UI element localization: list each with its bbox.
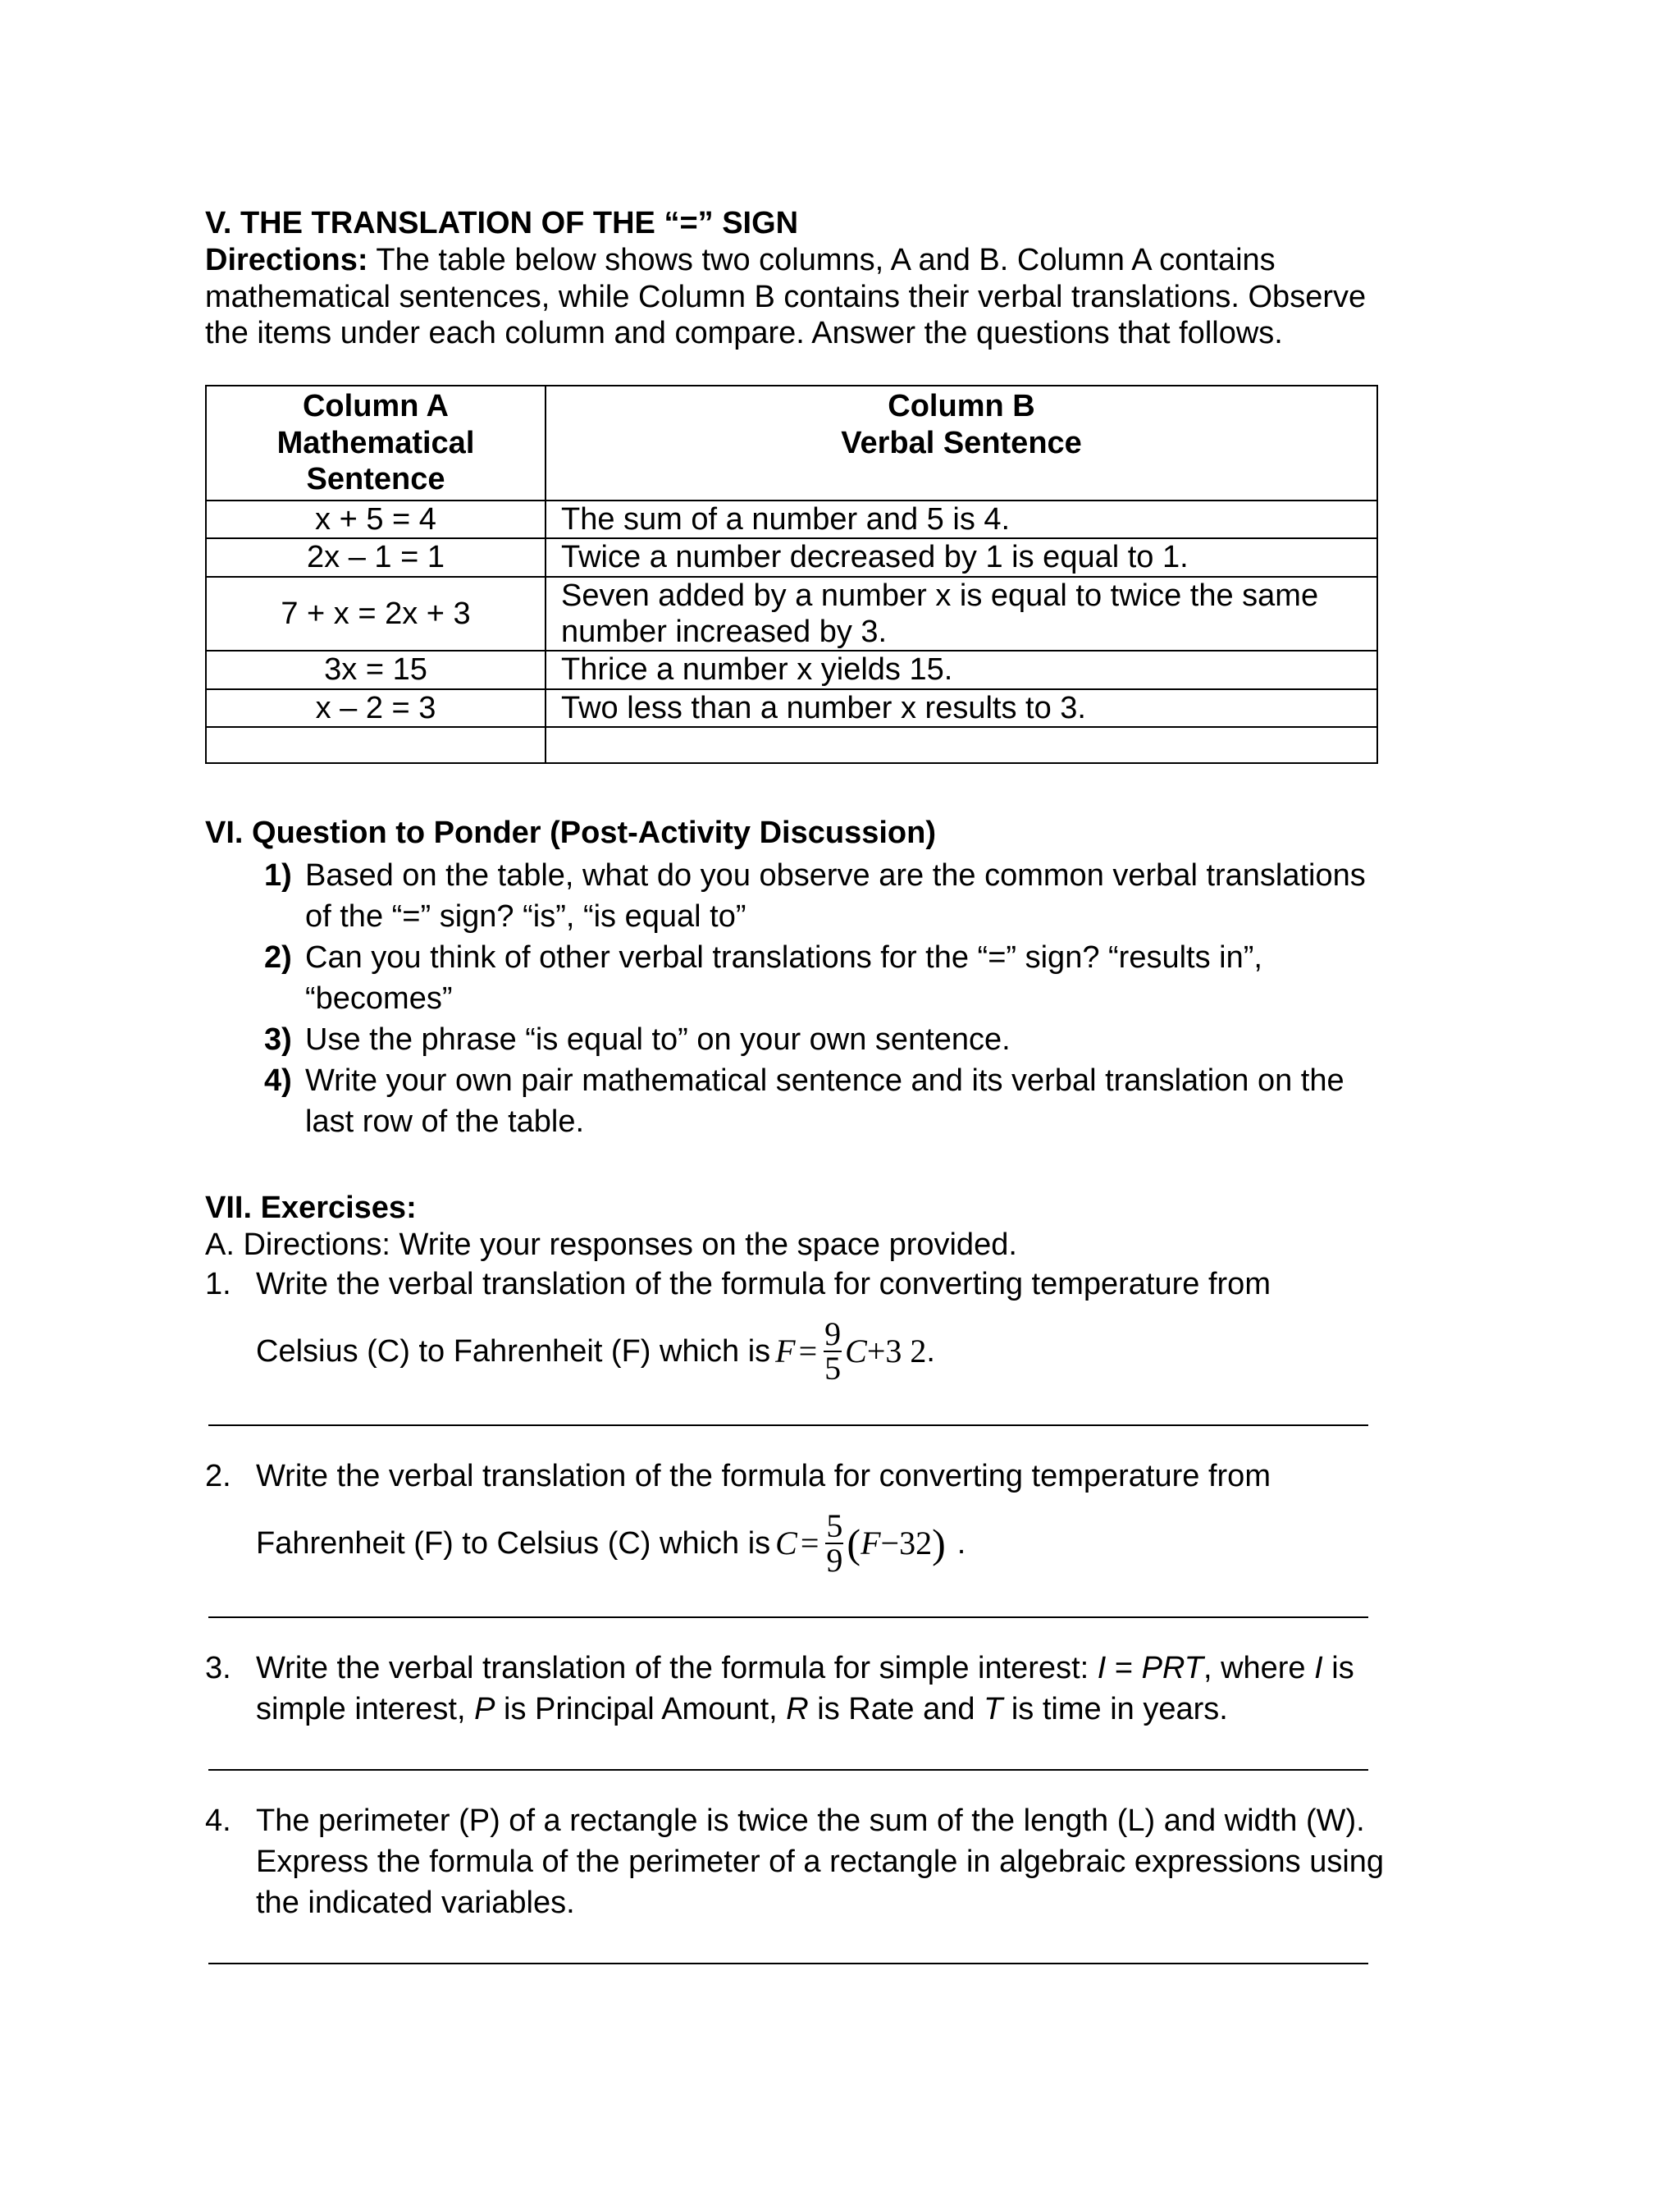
table-row [206,577,1377,652]
question-list [205,855,1386,1142]
section-7 [205,1190,1386,1964]
translation-table [205,385,1378,764]
answer-line[interactable] [208,1423,1368,1426]
fraction-5-9: $\frac{5}{9}$ [826,1506,843,1579]
question-text: Based on the table, what do you observe are the common verbal translations of the “=” sign? “is”, “is equal to” [305,858,1366,935]
section-7-title: VII. Exercises: [205,1191,417,1226]
question-number: 3) [264,1022,292,1058]
answer-line[interactable] [208,1767,1368,1771]
table-header-row [206,386,1377,500]
exercise-text: Write the verbal translation of the formula for simple interest: I = PRT, where I is simple interest, P is Principal Amount, R is Rate and T is time in years. [256,1650,1354,1726]
fraction-9-5: $\frac{9}{5}$ [824,1314,842,1387]
table-row [206,501,1377,538]
exercise-4 [205,1800,1386,1923]
question-number: 2) [264,940,292,976]
exercise-text: Fahrenheit (F) to Celsius (C) which is [256,1525,771,1561]
table-row [206,651,1377,688]
directions-label: Directions: [205,242,368,277]
math-sentence-cell: x + 5 = 4 [206,501,546,538]
exercise-formula-line [256,1506,1386,1579]
exercise-3 [205,1648,1386,1730]
verbal-sentence-cell: The sum of a number and 5 is 4. [546,501,1377,538]
answer-line[interactable] [208,1961,1368,1964]
list-item [205,1060,1386,1142]
math-sentence-cell: 3x = 15 [206,651,546,688]
exercise-text: Celsius (C) to Fahrenheit (F) which is [256,1333,771,1369]
blank-math-cell[interactable] [206,727,546,763]
table-row [206,538,1377,576]
section-7-directions: A. Directions: Write your responses on the space provided. [205,1228,1017,1263]
question-text: Write your own pair mathematical sentence and its verbal translation on the last row of the table. [305,1063,1344,1140]
exercise-number: 2. [205,1458,231,1493]
answer-line[interactable] [208,1615,1368,1618]
list-item [205,937,1386,1019]
list-item [205,855,1386,937]
section-6 [205,815,1386,1142]
verbal-sentence-cell: Seven added by a number x is equal to twice the same number increased by 3. [546,577,1377,652]
exercise-number: 3. [205,1650,231,1685]
exercise-2 [205,1456,1386,1579]
section-5-title: V. THE TRANSLATION OF THE “=” SIGN [205,206,799,240]
exercise-text: Write the verbal translation of the formula for converting temperature from [256,1458,1271,1493]
section-6-title: VI. Question to Ponder (Post-Activity Discussion) [205,816,936,851]
fahrenheit-formula: F = $\frac{9}{5}$ C +3 2 . [775,1314,935,1387]
section-5-directions [205,242,1386,352]
verbal-sentence-cell: Twice a number decreased by 1 is equal to 1. [546,538,1377,576]
math-sentence-cell: 7 + x = 2x + 3 [206,577,546,652]
directions-text: The table below shows two columns, A and B. Column A contains mathematical sentences, while Column B contains their verbal translations. Observe the items under each column and compare. Answer the questions that follows. [205,242,1367,351]
question-number: 1) [264,858,292,894]
verbal-sentence-cell: Two less than a number x results to 3. [546,689,1377,727]
column-a-header: Column A Mathematical Sentence [206,386,546,500]
question-text: Use the phrase “is equal to” on your own sentence. [305,1022,1011,1058]
table-row [206,689,1377,727]
math-sentence-cell: x – 2 = 3 [206,689,546,727]
exercise-number: 1. [205,1266,231,1301]
question-text: Can you think of other verbal translations for the “=” sign? “results in”, “becomes” [305,940,1262,1017]
exercise-formula-line [256,1314,1386,1387]
worksheet-page [205,205,1386,1964]
exercise-1 [205,1264,1386,1387]
exercise-text: Write the verbal translation of the formula for converting temperature from [256,1266,1271,1301]
math-sentence-cell: 2x – 1 = 1 [206,538,546,576]
question-number: 4) [264,1063,292,1099]
list-item [205,1019,1386,1060]
exercise-number: 4. [205,1803,231,1838]
celsius-formula: C = $\frac{5}{9}$ ( F −32 ) . [775,1506,966,1579]
blank-verbal-cell[interactable] [546,727,1377,763]
blank-answer-row[interactable] [206,727,1377,763]
verbal-sentence-cell: Thrice a number x yields 15. [546,651,1377,688]
column-b-header: Column B Verbal Sentence [546,386,1377,500]
exercise-text: The perimeter (P) of a rectangle is twice the sum of the length (L) and width (W). Express the formula of the perimeter of a rectangle in algebraic expressions using the indicated variables. [256,1803,1385,1920]
